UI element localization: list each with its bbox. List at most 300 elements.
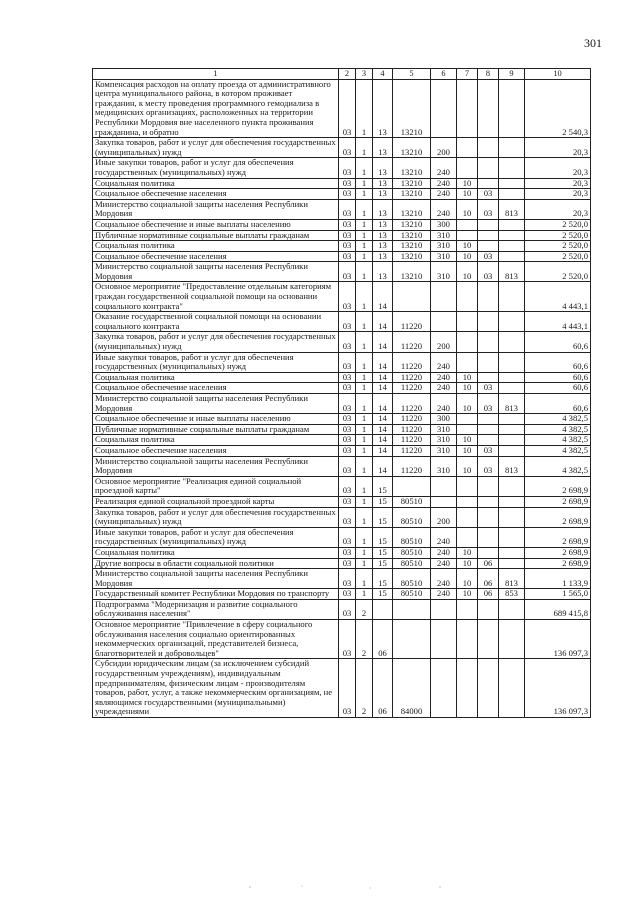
cell-item-name: Социальное обеспечение и иные выплаты населению xyxy=(93,414,339,425)
cell-code-direction: 80510 xyxy=(393,558,431,569)
cell-code-om: 06 xyxy=(373,620,393,659)
cell-code-om: 15 xyxy=(373,507,393,527)
budget-table xyxy=(92,68,591,718)
cell-code-om: 13 xyxy=(373,241,393,252)
cell-amount: 60,6 xyxy=(525,332,591,352)
cell-code-direction: 13210 xyxy=(393,138,431,158)
cell-code-direction: 13210 xyxy=(393,230,431,241)
cell-amount: 20,3 xyxy=(525,189,591,200)
cell-code-rz xyxy=(457,219,478,230)
cell-code-gp: 03 xyxy=(339,394,356,414)
cell-code-grbs xyxy=(499,230,525,241)
table-row xyxy=(93,476,591,496)
cell-code-rz: 10 xyxy=(457,456,478,476)
cell-code-direction: 13210 xyxy=(393,189,431,200)
cell-code-om: 13 xyxy=(373,158,393,178)
cell-code-vr: 240 xyxy=(431,527,457,547)
table-row xyxy=(93,158,591,178)
cell-code-rz: 10 xyxy=(457,383,478,394)
table-body xyxy=(93,79,591,717)
cell-amount: 136 097,3 xyxy=(525,620,591,659)
cell-code-vr xyxy=(431,659,457,718)
cell-code-pp: 1 xyxy=(356,527,373,547)
cell-code-pr xyxy=(478,476,499,496)
table-row xyxy=(93,527,591,547)
cell-code-pr: 03 xyxy=(478,189,499,200)
cell-code-direction: 11220 xyxy=(393,445,431,456)
cell-amount: 20,3 xyxy=(525,158,591,178)
cell-code-om: 15 xyxy=(373,558,393,569)
cell-code-grbs xyxy=(499,445,525,456)
cell-code-vr xyxy=(431,79,457,138)
cell-code-vr: 240 xyxy=(431,547,457,558)
cell-amount: 136 097,3 xyxy=(525,659,591,718)
cell-code-pr xyxy=(478,547,499,558)
cell-code-pp: 1 xyxy=(356,158,373,178)
table-header-row xyxy=(93,69,591,80)
cell-code-gp: 03 xyxy=(339,79,356,138)
cell-code-gp: 03 xyxy=(339,558,356,569)
cell-code-direction: 11220 xyxy=(393,414,431,425)
cell-code-pp: 1 xyxy=(356,332,373,352)
cell-code-gp: 03 xyxy=(339,547,356,558)
cell-item-name: Закупка товаров, работ и услуг для обеспечения государственных (муниципальных) нужд xyxy=(93,507,339,527)
cell-code-direction: 11220 xyxy=(393,456,431,476)
table-row xyxy=(93,558,591,569)
cell-code-pp: 1 xyxy=(356,262,373,282)
table-row xyxy=(93,219,591,230)
cell-code-om: 13 xyxy=(373,178,393,189)
cell-item-name: Министерство социальной защиты населения Республики Мордовия xyxy=(93,394,339,414)
table-row xyxy=(93,332,591,352)
cell-code-grbs xyxy=(499,558,525,569)
cell-code-vr: 240 xyxy=(431,394,457,414)
cell-code-direction: 11220 xyxy=(393,424,431,435)
column-header: 7 xyxy=(457,69,478,80)
cell-code-direction: 13210 xyxy=(393,79,431,138)
cell-code-om: 15 xyxy=(373,527,393,547)
cell-item-name: Основное мероприятие "Реализация единой социальной проездной карты" xyxy=(93,476,339,496)
cell-code-vr xyxy=(431,312,457,332)
cell-code-direction: 11220 xyxy=(393,312,431,332)
cell-code-direction: 11220 xyxy=(393,435,431,446)
cell-code-gp: 03 xyxy=(339,414,356,425)
cell-code-gp: 03 xyxy=(339,219,356,230)
cell-code-vr: 200 xyxy=(431,507,457,527)
cell-code-pp: 1 xyxy=(356,435,373,446)
cell-code-pp: 1 xyxy=(356,569,373,589)
cell-code-om: 15 xyxy=(373,569,393,589)
cell-code-grbs xyxy=(499,189,525,200)
cell-code-pp: 1 xyxy=(356,189,373,200)
cell-code-gp: 03 xyxy=(339,424,356,435)
column-header: 3 xyxy=(356,69,373,80)
cell-code-om: 15 xyxy=(373,476,393,496)
cell-code-vr: 310 xyxy=(431,445,457,456)
cell-item-name: Реализация единой социальной проездной карты xyxy=(93,496,339,507)
cell-code-pr xyxy=(478,219,499,230)
cell-code-om: 14 xyxy=(373,332,393,352)
cell-code-grbs xyxy=(499,138,525,158)
cell-amount: 60,6 xyxy=(525,352,591,372)
page-number: 301 xyxy=(584,36,602,50)
table-row xyxy=(93,312,591,332)
cell-item-name: Социальная политика xyxy=(93,547,339,558)
cell-code-pp: 1 xyxy=(356,507,373,527)
cell-code-gp: 03 xyxy=(339,158,356,178)
cell-code-om: 14 xyxy=(373,282,393,312)
cell-code-grbs: 813 xyxy=(499,456,525,476)
cell-code-vr: 240 xyxy=(431,558,457,569)
cell-code-pr xyxy=(478,496,499,507)
cell-code-grbs xyxy=(499,476,525,496)
cell-code-pp: 1 xyxy=(356,445,373,456)
table-row xyxy=(93,599,591,619)
cell-code-direction: 80510 xyxy=(393,496,431,507)
cell-code-direction: 13210 xyxy=(393,219,431,230)
cell-item-name: Закупка товаров, работ и услуг для обеспечения государственных (муниципальных) нужд xyxy=(93,138,339,158)
cell-code-gp: 03 xyxy=(339,372,356,383)
cell-code-vr: 240 xyxy=(431,372,457,383)
cell-code-rz: 10 xyxy=(457,558,478,569)
cell-code-gp: 03 xyxy=(339,262,356,282)
table-row xyxy=(93,456,591,476)
cell-code-vr: 240 xyxy=(431,199,457,219)
column-header: 10 xyxy=(525,69,591,80)
cell-code-rz: 10 xyxy=(457,189,478,200)
table-row xyxy=(93,230,591,241)
cell-code-pp: 1 xyxy=(356,230,373,241)
cell-item-name: Министерство социальной защиты населения Республики Мордовия xyxy=(93,262,339,282)
cell-code-grbs xyxy=(499,372,525,383)
cell-code-gp: 03 xyxy=(339,476,356,496)
cell-code-pr: 06 xyxy=(478,569,499,589)
cell-code-vr: 240 xyxy=(431,383,457,394)
cell-code-vr xyxy=(431,282,457,312)
cell-amount: 4 382,5 xyxy=(525,414,591,425)
column-header: 9 xyxy=(499,69,525,80)
cell-amount: 2 698,9 xyxy=(525,476,591,496)
cell-code-pp: 1 xyxy=(356,496,373,507)
cell-code-om xyxy=(373,599,393,619)
cell-code-gp: 03 xyxy=(339,599,356,619)
table-row xyxy=(93,383,591,394)
cell-code-pr xyxy=(478,372,499,383)
cell-code-gp: 03 xyxy=(339,569,356,589)
cell-code-rz xyxy=(457,659,478,718)
cell-amount: 2 698,9 xyxy=(525,547,591,558)
cell-amount: 689 415,8 xyxy=(525,599,591,619)
cell-code-rz xyxy=(457,352,478,372)
cell-code-pp: 1 xyxy=(356,352,373,372)
cell-amount: 4 382,5 xyxy=(525,424,591,435)
column-header: 6 xyxy=(431,69,457,80)
cell-code-pr xyxy=(478,312,499,332)
cell-code-vr xyxy=(431,599,457,619)
cell-code-pr xyxy=(478,138,499,158)
table-row xyxy=(93,372,591,383)
cell-code-pp: 2 xyxy=(356,620,373,659)
table-row xyxy=(93,241,591,252)
cell-code-grbs xyxy=(499,282,525,312)
cell-code-direction: 11220 xyxy=(393,372,431,383)
cell-code-grbs: 813 xyxy=(499,394,525,414)
cell-item-name: Иные закупки товаров, работ и услуг для обеспечения государственных (муниципальных) нужд xyxy=(93,352,339,372)
cell-code-gp: 03 xyxy=(339,312,356,332)
cell-amount: 1 133,9 xyxy=(525,569,591,589)
cell-code-pr xyxy=(478,332,499,352)
cell-code-grbs xyxy=(499,424,525,435)
cell-code-vr: 310 xyxy=(431,262,457,282)
cell-code-pp: 1 xyxy=(356,589,373,600)
cell-item-name: Подпрограмма "Модернизация и развитие социального обслуживания населения" xyxy=(93,599,339,619)
cell-item-name: Государственный комитет Республики Мордовия по транспорту xyxy=(93,589,339,600)
cell-code-gp: 03 xyxy=(339,352,356,372)
cell-code-pp: 1 xyxy=(356,547,373,558)
cell-code-om: 13 xyxy=(373,189,393,200)
cell-code-om: 14 xyxy=(373,435,393,446)
cell-code-direction: 13210 xyxy=(393,178,431,189)
cell-code-rz: 10 xyxy=(457,178,478,189)
cell-code-pr xyxy=(478,241,499,252)
cell-code-gp: 03 xyxy=(339,456,356,476)
cell-amount: 2 520,0 xyxy=(525,241,591,252)
cell-code-vr: 310 xyxy=(431,230,457,241)
cell-code-rz xyxy=(457,476,478,496)
cell-code-om: 14 xyxy=(373,312,393,332)
cell-code-direction: 13210 xyxy=(393,199,431,219)
cell-code-pr: 03 xyxy=(478,394,499,414)
cell-code-om: 13 xyxy=(373,138,393,158)
cell-item-name: Иные закупки товаров, работ и услуг для обеспечения государственных (муниципальных) нужд xyxy=(93,527,339,547)
cell-code-pr: 06 xyxy=(478,558,499,569)
cell-amount: 2 698,9 xyxy=(525,527,591,547)
cell-code-direction xyxy=(393,476,431,496)
cell-code-rz: 10 xyxy=(457,394,478,414)
cell-code-rz xyxy=(457,282,478,312)
cell-amount: 4 382,5 xyxy=(525,445,591,456)
cell-code-grbs xyxy=(499,219,525,230)
cell-code-pr: 03 xyxy=(478,445,499,456)
cell-code-pp: 1 xyxy=(356,138,373,158)
cell-code-pr xyxy=(478,424,499,435)
cell-code-pp: 1 xyxy=(356,558,373,569)
cell-code-grbs: 813 xyxy=(499,199,525,219)
cell-code-rz xyxy=(457,332,478,352)
cell-item-name: Основное мероприятие "Предоставление отдельным категориям граждан государственной социальной помощи на основании социального контракта" xyxy=(93,282,339,312)
cell-code-rz xyxy=(457,424,478,435)
cell-code-pr xyxy=(478,79,499,138)
cell-code-om: 06 xyxy=(373,659,393,718)
cell-code-rz: 10 xyxy=(457,589,478,600)
cell-code-vr: 300 xyxy=(431,219,457,230)
cell-code-direction xyxy=(393,282,431,312)
cell-amount: 2 520,0 xyxy=(525,219,591,230)
cell-code-pp: 1 xyxy=(356,372,373,383)
table-row xyxy=(93,445,591,456)
cell-code-grbs xyxy=(499,241,525,252)
cell-item-name: Публичные нормативные социальные выплаты гражданам xyxy=(93,230,339,241)
cell-code-gp: 03 xyxy=(339,435,356,446)
cell-code-vr: 310 xyxy=(431,251,457,262)
cell-code-rz xyxy=(457,527,478,547)
cell-code-grbs xyxy=(499,158,525,178)
cell-code-rz: 10 xyxy=(457,251,478,262)
cell-code-pr xyxy=(478,659,499,718)
cell-code-pp: 1 xyxy=(356,219,373,230)
cell-code-rz xyxy=(457,496,478,507)
cell-code-pr: 03 xyxy=(478,262,499,282)
cell-code-om: 13 xyxy=(373,251,393,262)
cell-amount: 60,6 xyxy=(525,383,591,394)
cell-code-pp: 2 xyxy=(356,659,373,718)
cell-code-grbs xyxy=(499,312,525,332)
cell-code-om: 15 xyxy=(373,589,393,600)
table-row xyxy=(93,414,591,425)
cell-code-pr xyxy=(478,435,499,446)
cell-code-vr: 310 xyxy=(431,241,457,252)
cell-code-gp: 03 xyxy=(339,241,356,252)
cell-code-pp: 2 xyxy=(356,599,373,619)
cell-amount: 2 698,9 xyxy=(525,507,591,527)
cell-code-pr: 03 xyxy=(478,251,499,262)
cell-code-rz: 10 xyxy=(457,241,478,252)
cell-code-vr: 200 xyxy=(431,138,457,158)
cell-code-direction: 80510 xyxy=(393,507,431,527)
cell-code-pp: 1 xyxy=(356,424,373,435)
cell-amount: 2 520,0 xyxy=(525,251,591,262)
cell-code-pp: 1 xyxy=(356,79,373,138)
cell-code-rz: 10 xyxy=(457,435,478,446)
cell-code-vr: 240 xyxy=(431,178,457,189)
column-header: 2 xyxy=(339,69,356,80)
cell-code-pr xyxy=(478,158,499,178)
cell-code-direction: 13210 xyxy=(393,158,431,178)
table-row xyxy=(93,282,591,312)
cell-code-gp: 03 xyxy=(339,620,356,659)
cell-item-name: Министерство социальной защиты населения Республики Мордовия xyxy=(93,199,339,219)
cell-code-grbs xyxy=(499,414,525,425)
cell-code-vr: 310 xyxy=(431,424,457,435)
cell-code-direction: 84000 xyxy=(393,659,431,718)
table-row xyxy=(93,507,591,527)
cell-code-rz xyxy=(457,599,478,619)
cell-code-pr xyxy=(478,178,499,189)
cell-code-pp: 1 xyxy=(356,241,373,252)
cell-code-rz: 10 xyxy=(457,199,478,219)
cell-code-grbs: 813 xyxy=(499,262,525,282)
cell-code-vr: 240 xyxy=(431,569,457,589)
cell-code-rz: 10 xyxy=(457,445,478,456)
cell-item-name: Социальное обеспечение населения xyxy=(93,251,339,262)
cell-code-pp: 1 xyxy=(356,456,373,476)
cell-code-grbs xyxy=(499,383,525,394)
cell-code-direction: 11220 xyxy=(393,352,431,372)
cell-code-grbs xyxy=(499,178,525,189)
cell-code-direction: 13210 xyxy=(393,251,431,262)
cell-code-grbs: 853 xyxy=(499,589,525,600)
cell-code-grbs xyxy=(499,352,525,372)
cell-code-rz xyxy=(457,138,478,158)
cell-item-name: Компенсация расходов на оплату проезда от административного центра муниципального района, в котором проживает гражданин, к месту проведения программного гемодиализа в медицинских организациях, расположенных на территории Республики Мордовия вне населенного пункта проживания гражданина, и обратно xyxy=(93,79,339,138)
cell-code-vr: 310 xyxy=(431,435,457,446)
cell-code-rz: 10 xyxy=(457,372,478,383)
cell-amount: 4 443,1 xyxy=(525,312,591,332)
cell-item-name: Закупка товаров, работ и услуг для обеспечения государственных (муниципальных) нужд xyxy=(93,332,339,352)
cell-code-pr xyxy=(478,414,499,425)
cell-code-pp: 1 xyxy=(356,414,373,425)
cell-code-direction: 11220 xyxy=(393,383,431,394)
cell-code-pr: 03 xyxy=(478,199,499,219)
cell-code-om: 14 xyxy=(373,456,393,476)
cell-code-pr: 03 xyxy=(478,456,499,476)
cell-code-gp: 03 xyxy=(339,251,356,262)
cell-code-pp: 1 xyxy=(356,476,373,496)
cell-code-pr: 03 xyxy=(478,383,499,394)
cell-code-rz: 10 xyxy=(457,569,478,589)
cell-amount: 2 698,9 xyxy=(525,558,591,569)
cell-code-gp: 03 xyxy=(339,507,356,527)
table-row xyxy=(93,659,591,718)
cell-code-vr xyxy=(431,476,457,496)
cell-code-om: 15 xyxy=(373,547,393,558)
cell-code-vr xyxy=(431,620,457,659)
cell-code-om: 14 xyxy=(373,424,393,435)
cell-code-gp: 03 xyxy=(339,199,356,219)
cell-code-grbs xyxy=(499,507,525,527)
cell-code-grbs xyxy=(499,435,525,446)
cell-code-vr: 240 xyxy=(431,189,457,200)
cell-code-om: 14 xyxy=(373,414,393,425)
table-row xyxy=(93,620,591,659)
cell-code-vr: 300 xyxy=(431,414,457,425)
cell-item-name: Основное мероприятие "Привлечение в сферу социального обслуживания населения социально ориентированных некоммерческих организаций, представителей бизнеса, благотворителей и добровольцев" xyxy=(93,620,339,659)
cell-item-name: Социальное обеспечение населения xyxy=(93,445,339,456)
table-row xyxy=(93,178,591,189)
cell-amount: 2 698,9 xyxy=(525,496,591,507)
cell-code-direction: 11220 xyxy=(393,332,431,352)
cell-item-name: Социальная политика xyxy=(93,435,339,446)
cell-item-name: Социальное обеспечение населения xyxy=(93,383,339,394)
cell-code-om: 15 xyxy=(373,496,393,507)
cell-code-vr: 240 xyxy=(431,158,457,178)
cell-item-name: Министерство социальной защиты населения Республики Мордовия xyxy=(93,569,339,589)
table-row xyxy=(93,352,591,372)
cell-item-name: Оказание государственной социальной помощи на основании социального контракта xyxy=(93,312,339,332)
cell-code-direction: 13210 xyxy=(393,262,431,282)
cell-item-name: Социальное обеспечение и иные выплаты населению xyxy=(93,219,339,230)
cell-item-name: Министерство социальной защиты населения Республики Мордовия xyxy=(93,456,339,476)
cell-amount: 4 382,5 xyxy=(525,456,591,476)
cell-code-rz: 10 xyxy=(457,547,478,558)
cell-code-gp: 03 xyxy=(339,138,356,158)
cell-amount: 60,6 xyxy=(525,394,591,414)
cell-code-vr: 310 xyxy=(431,456,457,476)
cell-code-grbs xyxy=(499,332,525,352)
cell-item-name: Иные закупки товаров, работ и услуг для обеспечения государственных (муниципальных) нужд xyxy=(93,158,339,178)
cell-code-vr: 200 xyxy=(431,332,457,352)
cell-code-gp: 03 xyxy=(339,496,356,507)
cell-code-pp: 1 xyxy=(356,394,373,414)
cell-code-grbs xyxy=(499,547,525,558)
cell-code-vr: 240 xyxy=(431,352,457,372)
cell-code-om: 14 xyxy=(373,352,393,372)
cell-code-direction: 80510 xyxy=(393,527,431,547)
cell-code-om: 14 xyxy=(373,394,393,414)
table-row xyxy=(93,79,591,138)
cell-code-pp: 1 xyxy=(356,251,373,262)
cell-code-pp: 1 xyxy=(356,383,373,394)
